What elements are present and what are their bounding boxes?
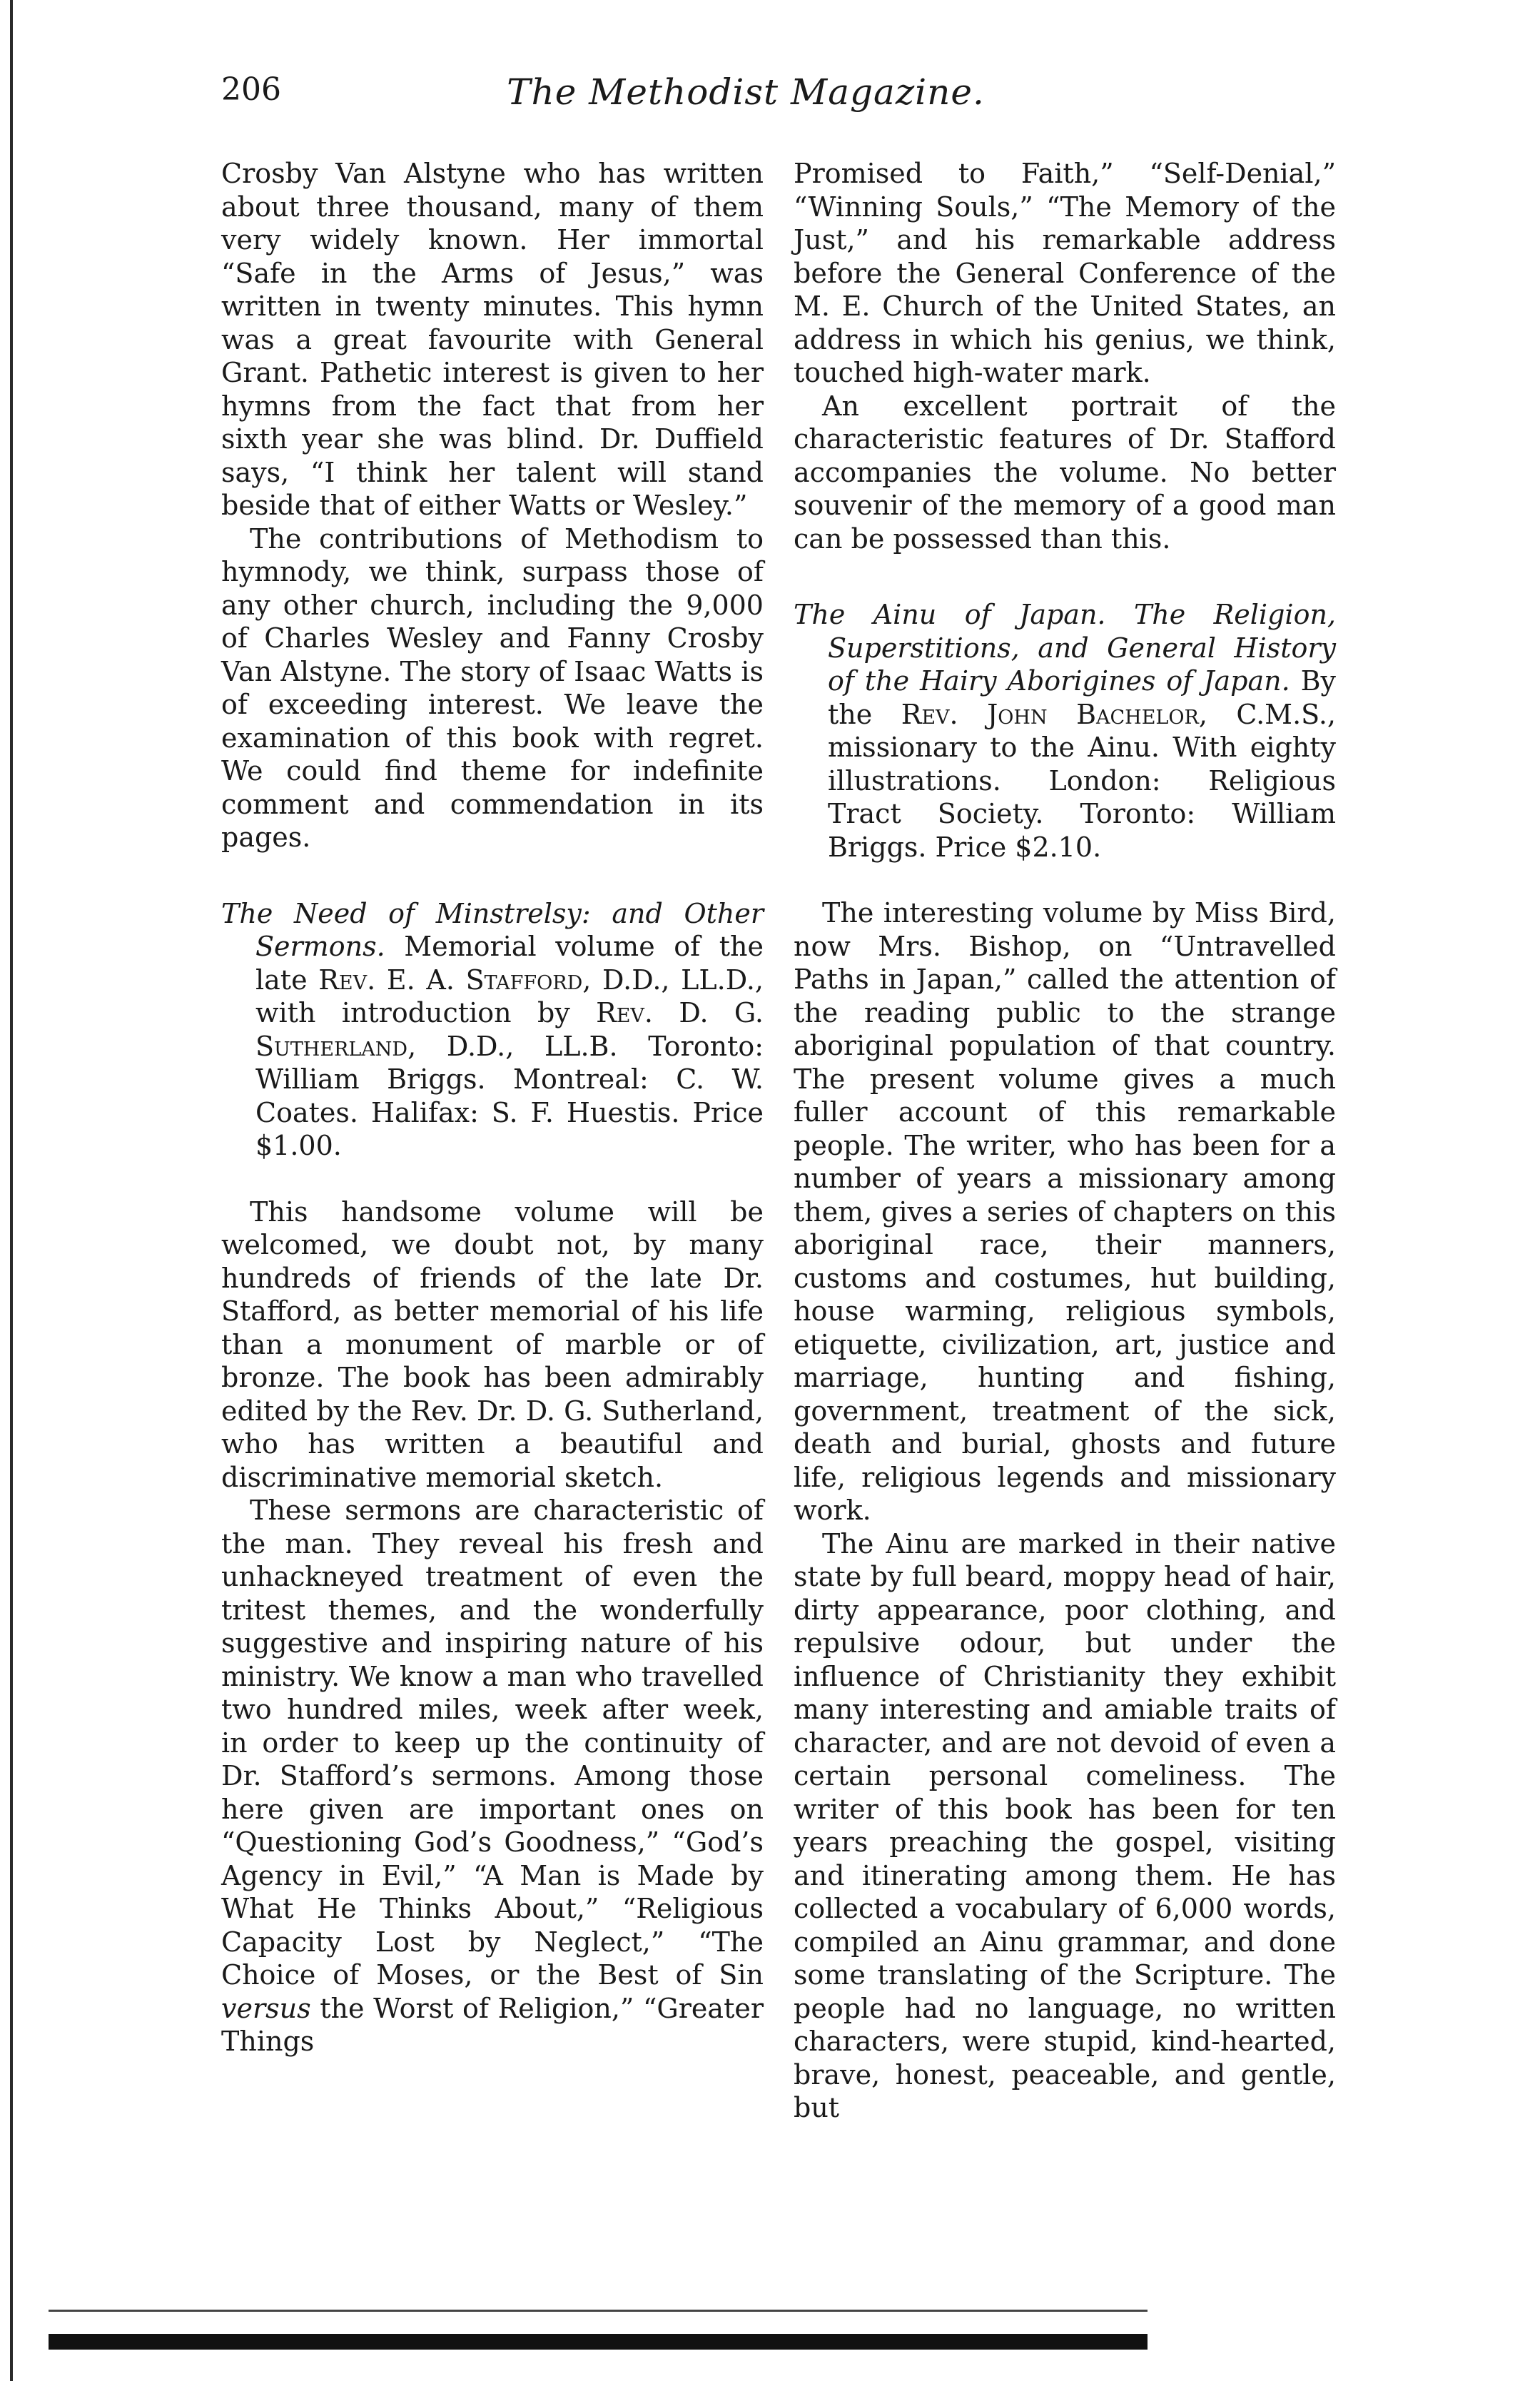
author-name: Rev. E. A. Stafford: [318, 964, 583, 996]
page-number: 206: [221, 71, 281, 108]
sermons-text: These sermons are characteristic of the man. They reveal his fresh and unhackneyed treatment of even the tritest themes, and the wonderfully suggestive and inspiring nature of his ministry. We know a man who travelled two hundred miles, week after week, in order to keep up the continuity of Dr. Stafford’s sermons. Among those here given are important ones on “Questioning God’s Goodness,” “God’s Agency in Evil,” “A Man is Made by What He Thinks About,” “Religious Capacity Lost by Neglect,” “The Choice of Moses, or the Best of Sin: [221, 1495, 764, 1991]
review-title: The Ainu of Japan. The Religion, Superstitions, and General History of the Hairy Aborigines of Japan.: [794, 599, 1336, 697]
bottom-bar: [49, 2334, 1148, 2350]
page-header: [221, 71, 1270, 128]
review-text: , D.D., LL.D., with introduction by: [255, 964, 764, 1028]
paragraph-handsome-volume: This handsome volume will be welcomed, we doubt not, by many hundreds of friends of the late Dr. Stafford, as better memorial of his life than a monument of marble or of bronze. The book has been admirably edited by the Rev. Dr. D. G. Sutherland, who has written a beautiful and discriminative memorial sketch.: [221, 1195, 764, 1493]
review-text: , C.M.S., missionary to the Ainu. With eighty illustrations. London: Religious Tract Society. Toronto: William Briggs. Price $2.10.: [828, 698, 1336, 863]
right-column: [794, 157, 1336, 2125]
sermons-text-end: the Worst of Religion,” “Greater Things: [221, 1992, 764, 2057]
paragraph-crosby: Crosby Van Alstyne who has written about three thousand, many of them very widely known. Her immortal “Safe in the Arms of Jesus,” was written in twenty minutes. This hymn was a great favourite with General Grant. Pathetic interest is given to her hymns from the fact that from her sixth year she was blind. Dr. Duffield says, “I think her talent will stand beside that of either Watts or Wesley.”: [221, 158, 764, 521]
review-text: By the: [828, 665, 1336, 730]
bottom-rule: [49, 2310, 1148, 2312]
paragraph-sermons: [221, 1494, 764, 2058]
review-heading-ainu: [794, 598, 1336, 864]
paragraph-portrait: An excellent portrait of the characteristic features of Dr. Stafford accompanies the volume. No better souvenir of the memory of a good man can be possessed than this.: [794, 390, 1336, 555]
paragraph-promised-faith: Promised to Faith,” “Self-Denial,” “Winning Souls,” “The Memory of the Just,” and his remarkable address before the General Conference of the M. E. Church of the United States, an address in which his genius, we think, touched high-water mark.: [794, 158, 1336, 388]
review-text: , D.D., LL.B. Toronto: William Briggs. Montreal: C. W. Coates. Halifax: S. F. Huestis. Price $1.00.: [255, 1030, 764, 1161]
paragraph-interesting-volume: The interesting volume by Miss Bird, now Mrs. Bishop, on “Untravelled Paths in Japan,” called the attention of the reading public to the strange aboriginal population of that country. The present volume gives a much fuller account of this remarkable people. The writer, who has been for a number of years a missionary among them, gives a series of chapters on this aboriginal race, their manners, customs and costumes, hut building, house warming, religious symbols, etiquette, civilization, art, justice and marriage, hunting and fishing, government, treatment of the sick, death and burial, ghosts and future life, religious legends and missionary work.: [794, 897, 1336, 1526]
author-name: Rev. John Bachelor: [901, 698, 1199, 730]
review-title: The Need of Minstrelsy: and Other Sermons.: [221, 897, 764, 962]
versus-italic: versus: [221, 1992, 311, 2024]
paragraph-ainu-marked: The Ainu are marked in their native state by full beard, moppy head of hair, dirty appearance, poor clothing, and repulsive odour, but under the influence of Christianity they exhibit many interesting and amiable traits of character, and are not devoid of even a certain personal comeliness. The writer of this book has been for ten years preaching the gospel, visiting and itinerating among them. He has collected a vocabulary of 6,000 words, compiled an Ainu grammar, and done some translating of the Scripture. The people had no language, no written characters, were stupid, kind-hearted, brave, honest, peaceable, and gentle, but: [794, 1527, 1336, 2123]
left-column: [221, 157, 764, 2058]
review-heading-minstrelsy: [221, 897, 764, 1163]
review-text: Memorial volume of the late: [255, 931, 764, 996]
paragraph-methodism-hymnody: The contributions of Methodism to hymnody, we think, surpass those of any other church, including the 9,000 of Charles Wesley and Fanny Crosby Van Alstyne. The story of Isaac Watts is of exceeding interest. We leave the examination of this book with regret. We could find theme for indefinite comment and commendation in its pages.: [221, 522, 764, 853]
running-title: The Methodist Magazine.: [507, 71, 985, 113]
editor-name: Rev. D. G. Sutherland: [255, 997, 764, 1062]
page-edge-line: [10, 0, 13, 2381]
